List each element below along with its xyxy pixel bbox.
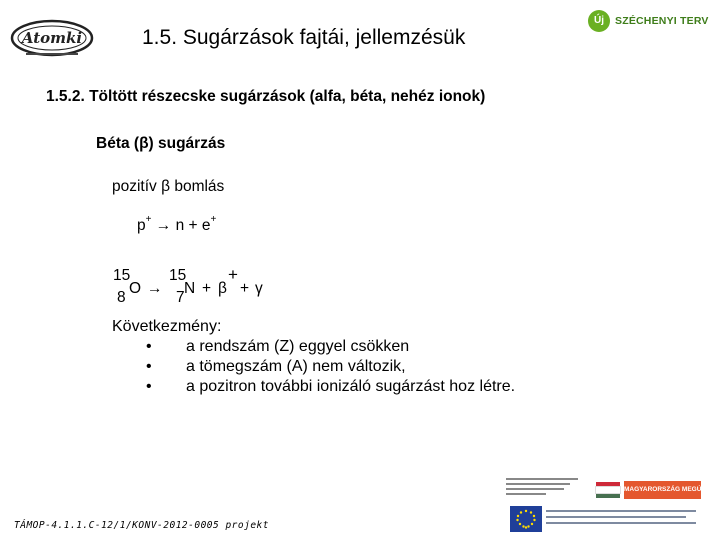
gamma-symbol: γ <box>255 280 263 297</box>
hungary-flag-icon <box>596 482 620 498</box>
bullet: • <box>146 358 152 375</box>
hungary-renewal-badge: MAGYARORSZÁG MEGÚJUL <box>624 481 701 499</box>
footer-project-id: TÁMOP-4.1.1.C-12/1/KONV-2012-0005 projekt <box>14 520 269 531</box>
list-item-text: a pozitron további ionizáló sugárzást hoz létre. <box>186 378 516 395</box>
list-item-text: a tömegszám (A) nem változik, <box>186 358 406 375</box>
eu-flag-icon <box>510 506 542 532</box>
list-item <box>146 338 409 356</box>
list-item <box>146 378 515 396</box>
reaction-proton-charge: + <box>145 214 152 225</box>
equation-plus-1: + <box>202 280 212 297</box>
beta-charge: + <box>228 265 238 284</box>
consequence-heading: Következmény: <box>112 318 222 335</box>
oxygen-mass-number: 15 <box>113 267 131 284</box>
eu-funding-logo <box>500 504 705 536</box>
section-heading: Béta (β) sugárzás <box>96 135 226 152</box>
szechenyi-circle-icon: Új <box>588 10 610 32</box>
equation-arrow: → <box>147 280 163 297</box>
list-item <box>146 358 406 376</box>
reaction-equation <box>137 216 216 235</box>
nitrogen-symbol: N <box>184 280 196 297</box>
oxygen-symbol: O <box>129 280 142 297</box>
reaction-positron-charge: + <box>210 214 217 225</box>
page-title: 1.5. Sugárzások fajtái, jellemzésük <box>142 26 466 49</box>
bullet: • <box>146 338 152 355</box>
reaction-products: → n + e <box>151 217 211 235</box>
list-item-text: a rendszám (Z) eggyel csökken <box>186 338 410 355</box>
szechenyi-terv-logo <box>588 8 708 36</box>
bullet: • <box>146 378 152 395</box>
oxygen-atomic-number: 8 <box>117 289 126 306</box>
atomki-logo <box>8 12 100 64</box>
eu-funding-text-lines <box>546 510 698 530</box>
subtitle: 1.5.2. Töltött részecske sugárzások (alfa, béta, nehéz ionok) <box>46 88 486 105</box>
atomki-logo-text: Atomki <box>21 29 83 47</box>
decay-type: pozitív β bomlás <box>112 178 225 195</box>
szechenyi-brand-text: SZÉCHENYI TERV <box>615 15 709 27</box>
hungary-agency-text-lines <box>506 478 586 502</box>
equation-plus-2: + <box>240 280 250 297</box>
hungary-development-logo <box>500 476 714 504</box>
beta-symbol: β <box>218 280 227 297</box>
nitrogen-atomic-number: 7 <box>176 289 185 306</box>
reaction-proton: p <box>137 217 146 235</box>
nitrogen-mass-number: 15 <box>169 267 187 284</box>
